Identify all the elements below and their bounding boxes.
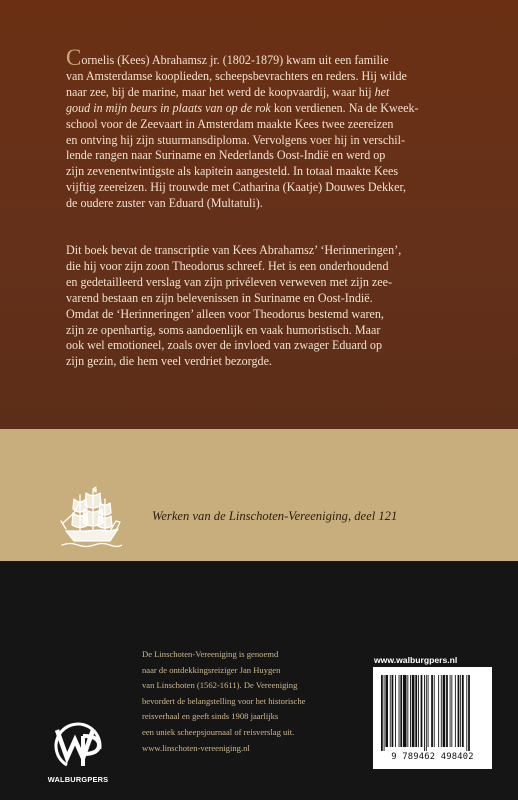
barcode-bar xyxy=(384,675,385,751)
barcode-bar xyxy=(390,675,391,747)
barcode-bar xyxy=(441,675,442,747)
barcode-bar xyxy=(415,675,417,747)
barcode-bar xyxy=(381,675,383,751)
isbn-number: 9 789462 498402 xyxy=(391,752,474,762)
barcode-bar xyxy=(438,675,439,747)
barcode-bar xyxy=(412,675,415,747)
back-cover-footer xyxy=(0,561,518,800)
barcode-icon xyxy=(379,675,486,751)
barcode-bar xyxy=(462,675,464,747)
barcode-bar xyxy=(426,675,427,751)
barcode-bar xyxy=(395,675,396,747)
barcode-bar xyxy=(399,675,400,747)
barcode-bar xyxy=(443,675,446,747)
barcode-bar xyxy=(418,675,419,747)
series-title: Werken van de Linschoten-Vereeniging, deel 121 xyxy=(152,509,398,523)
series-band xyxy=(0,429,518,561)
barcode-bar xyxy=(407,675,408,747)
barcode-bar xyxy=(451,675,452,747)
barcode-bar xyxy=(466,675,467,751)
italic-quote: het xyxy=(374,84,390,99)
ship-icon xyxy=(60,485,122,551)
society-website-link[interactable]: www.linschoten-vereeniging.nl xyxy=(142,742,250,753)
book-content-paragraph: Dit boek bevat de transcriptie van Kees Abrahamsz’ ‘Herinneringen’, die hij voor zijn zoon Theodorus schreef. Het is een onderhoudend en gedetailleerd verslag van zijn privéleven verweven met zijn zee- varend bestaan en zijn belevenissen in Suriname en Oost-Indië. Omdat de ‘Herinneringen’ alleen voor Theodorus bestemd waren, zijn ze openhartig, soms aandoenlijk en vaak humoristisch. Maar ook wel emotioneel, zoals over de invloed van zwager Eduard op zijn gezin, die hem veel verdriet bezorgde. xyxy=(66,243,402,369)
barcode-bar xyxy=(431,675,433,747)
barcode-bar xyxy=(446,675,448,747)
barcode-bar xyxy=(455,675,456,747)
drop-cap: C xyxy=(66,45,82,70)
barcode-bar xyxy=(400,675,402,747)
barcode-bar xyxy=(410,675,411,747)
barcode-bar xyxy=(421,675,423,747)
society-blurb: De Linschoten-Vereeniging is genoemd naar de ontdekkingsreiziger Jan Huygen van Linschoten (1562-1611). De Vereeniging bevordert de belangstelling voor het historische reisverhaal en geeft sinds 1908 jaarlijks een uniek scheepsjournaal of reisverslag uit. www.linschoten-vereeniging.nl xyxy=(142,649,306,753)
barcode-bar xyxy=(460,675,461,747)
barcode-bar xyxy=(403,675,407,747)
barcode-bar xyxy=(392,675,394,747)
barcode-bar xyxy=(450,675,451,747)
walburgpers-logo-icon xyxy=(43,716,113,784)
italic-quote: goud in mijn beurs in plaats van op de rok xyxy=(66,100,271,115)
barcode-bar xyxy=(385,675,388,747)
barcode-bar xyxy=(458,675,460,747)
barcode-bar xyxy=(428,675,429,747)
publisher-url[interactable]: www.walburgpers.nl xyxy=(374,655,458,665)
barcode xyxy=(373,667,492,769)
barcode-bar xyxy=(468,675,470,751)
biography-paragraph: Cornelis (Kees) Abrahamsz jr. (1802-1879) kwam uit een familie van Amsterdamse kooplieden, scheepsbevrachters en reders. Hij wilde naar zee, bij de marine, maar het werd de koopvaardij, waar hij het goud in mijn beurs in plaats van op de rok kon verdienen. Na de Kweek- school voor de Zeevaart in Amsterdam maakte Kees twee zeereizen en ontving hij zijn stuurmansdiploma. Vervolgens voer hij in verschil- lende rangen naar Suriname en Nederlands Oost-Indië en werd op zijn zevenentwintigste als kapitein aangesteld. In totaal maakte Kees vijftig zeereizen. Hij trouwde met Catharina (Kaatje) Douwes Dekker, de oudere zuster van Eduard (Multatuli). xyxy=(66,45,419,211)
barcode-bar xyxy=(424,675,425,751)
publisher-name: WALBURGPERS xyxy=(47,775,109,784)
barcode-bar xyxy=(434,675,435,747)
